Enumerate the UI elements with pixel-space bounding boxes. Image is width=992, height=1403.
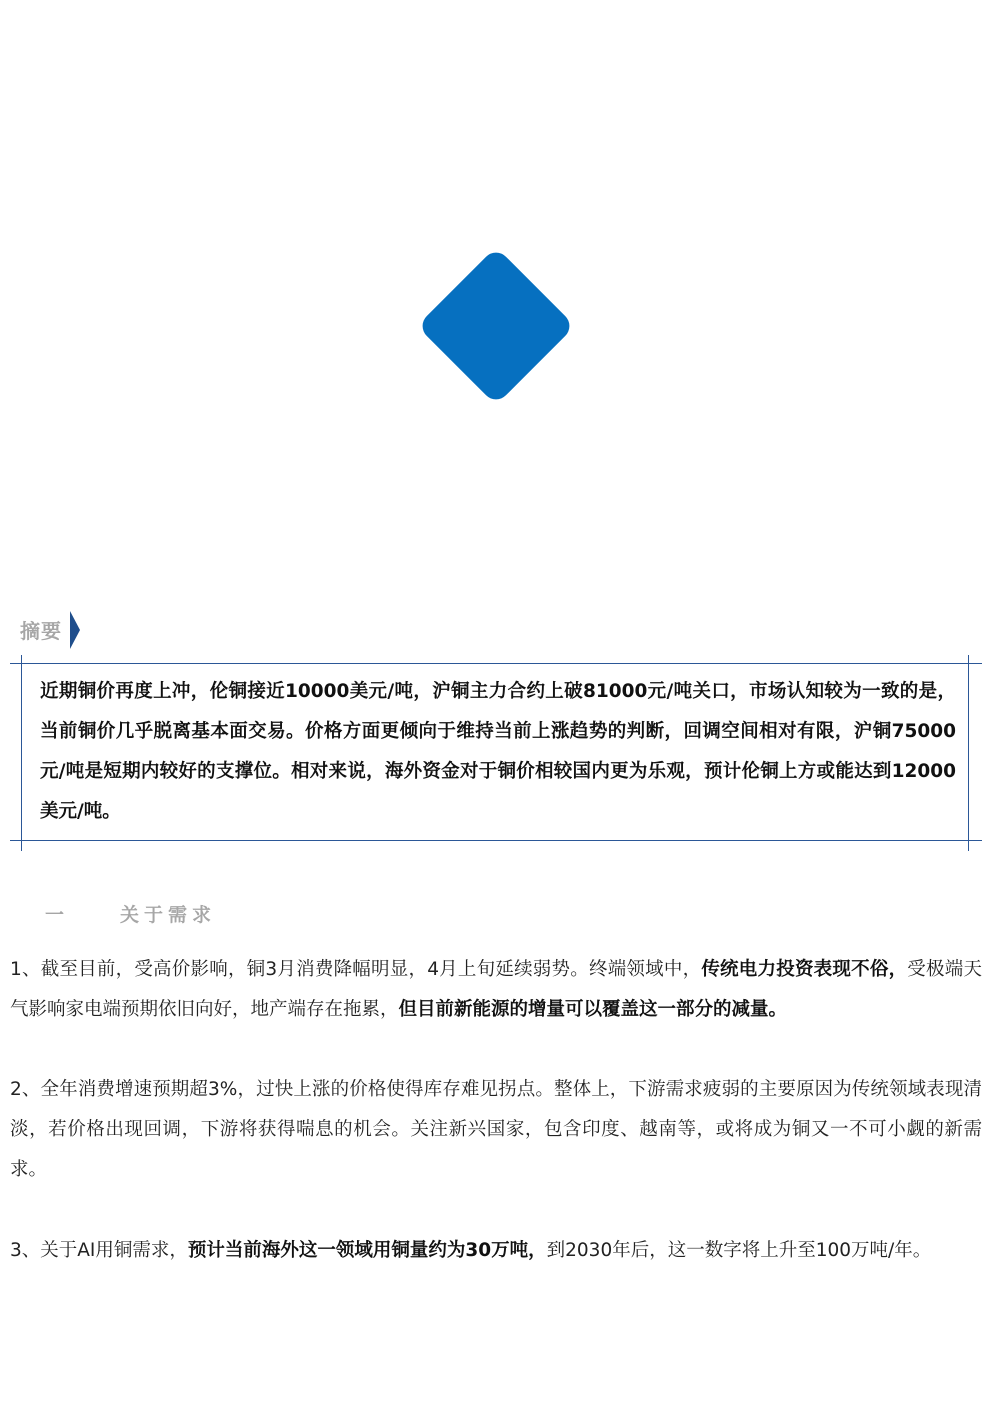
section-number: 一 <box>45 904 65 926</box>
section-heading <box>45 900 216 927</box>
paragraph-1 <box>10 950 982 1030</box>
summary-box-top-border <box>10 663 982 664</box>
section-title: 关于需求 <box>120 904 217 926</box>
paragraph-1-text-b: 受极端天气影响家电端预期依旧向好，地产端存在拖累， <box>10 959 982 1020</box>
paragraph-3-text-a: 3、关于AI用铜需求， <box>10 1240 188 1261</box>
summary-box-left-border <box>21 655 22 851</box>
paragraph-3 <box>10 1231 982 1271</box>
paragraph-1-bold-b: 但目前新能源的增量可以覆盖这一部分的减量。 <box>398 999 788 1020</box>
paragraph-1-bold-a: 传统电力投资表现不俗， <box>701 959 908 980</box>
paragraph-3-text-b: 到2030年后，这一数字将上升至100万吨/年。 <box>546 1240 932 1261</box>
summary-label: 摘要 <box>20 619 62 643</box>
summary-text: 近期铜价再度上冲，伦铜接近10000美元/吨，沪铜主力合约上破81000元/吨关口，市场认知较为一致的是，当前铜价几乎脱离基本面交易。价格方面更倾向于维持当前上涨趋势的判断，回调空间相对有限，沪铜75000元/吨是短期内较好的支撑位。相对来说，海外资金对于铜价相较国内更为乐观，预计伦铜上方或能达到12000美元/吨。 <box>40 681 956 822</box>
paragraph-1-text-a: 1、截至目前，受高价影响，铜3月消费降幅明显，4月上旬延续弱势。终端领域中， <box>10 959 702 980</box>
summary-box-right-border <box>968 655 969 851</box>
paragraph-2: 2、全年消费增速预期超3%，过快上涨的价格使得库存难见拐点。整体上，下游需求疲弱的主要原因为传统领域表现清淡，若价格出现回调，下游将获得喘息的机会。关注新兴国家，包含印度、越南等，或将成为铜又一不可小觑的新需求。 <box>10 1079 982 1180</box>
paragraph-3-bold-a: 预计当前海外这一领域用铜量约为30万吨， <box>187 1240 547 1261</box>
summary-arrow-icon <box>70 611 80 649</box>
logo-diamond-icon <box>417 247 575 405</box>
summary-box-bottom-border <box>10 840 982 841</box>
